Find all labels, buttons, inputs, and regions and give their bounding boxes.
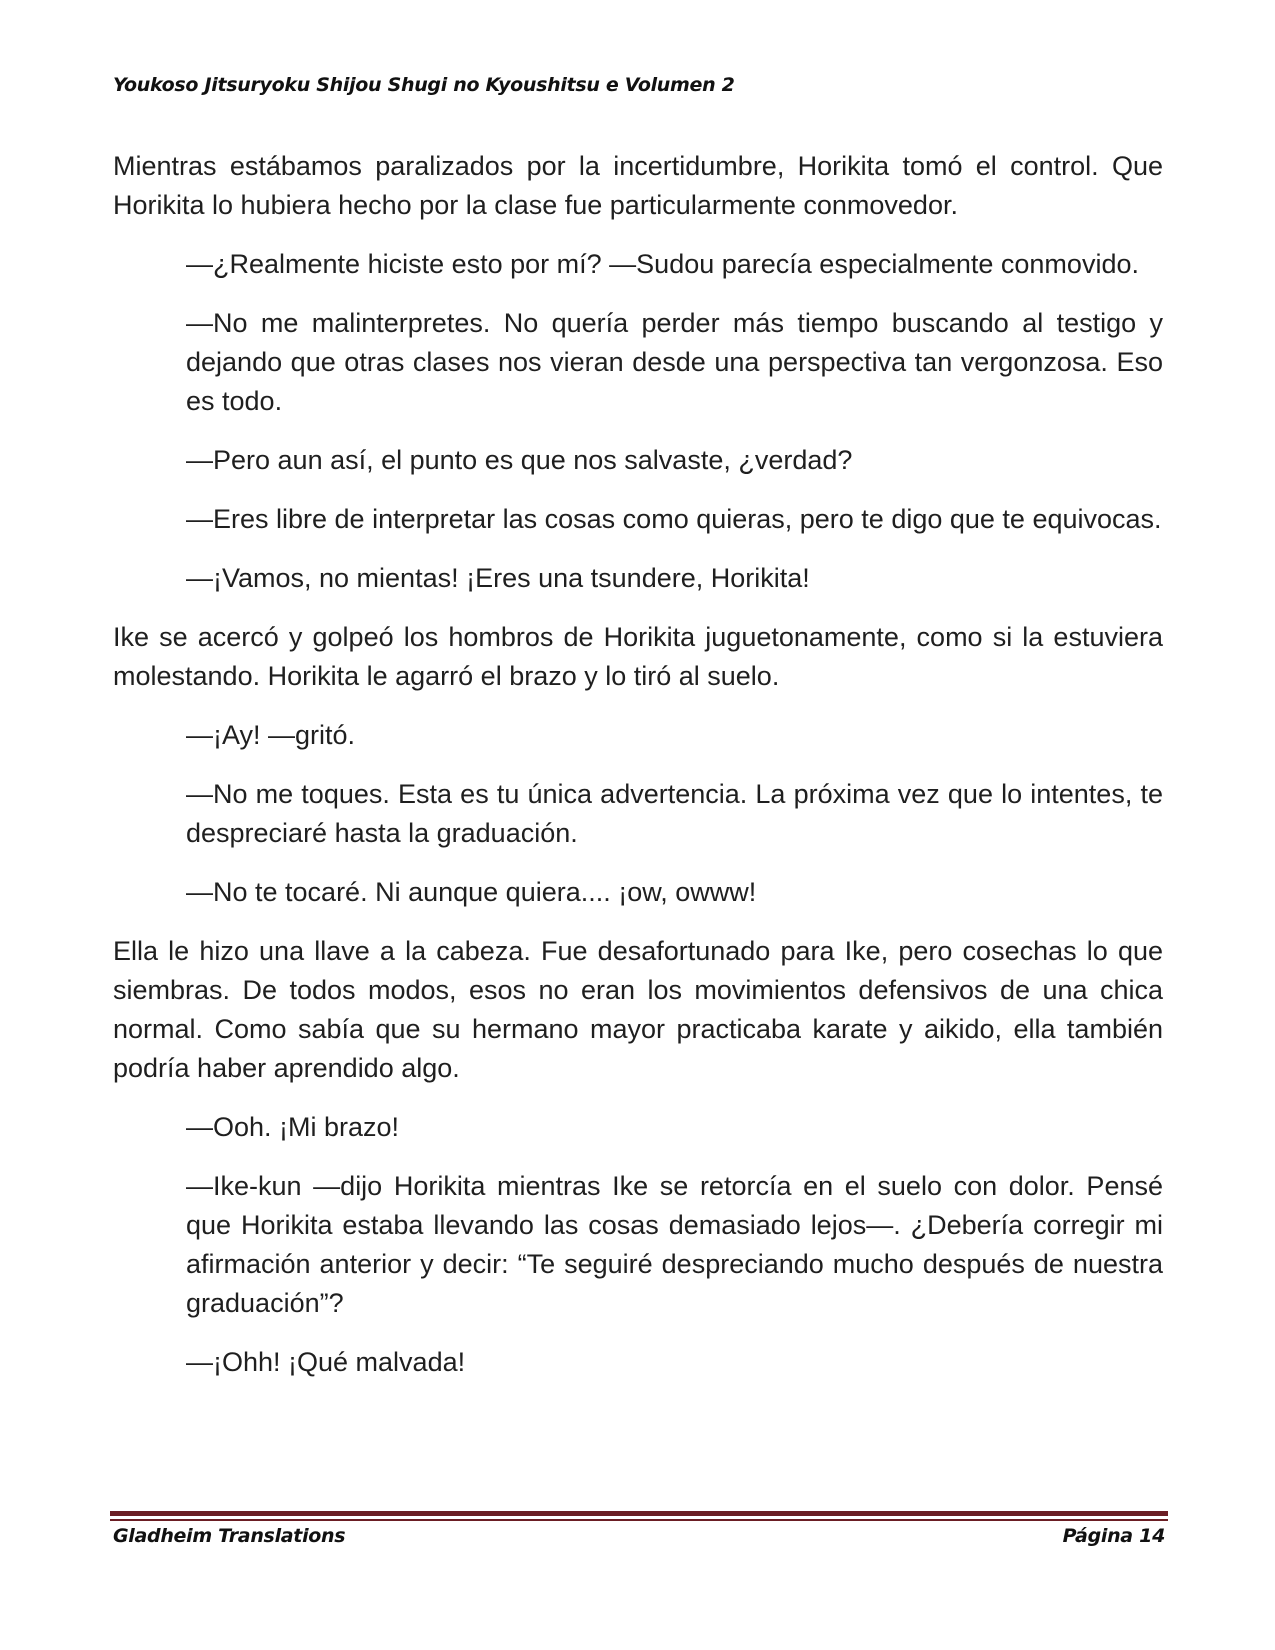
dialogue-paragraph: —No me toques. Esta es tu única advertencia. La próxima vez que lo intentes, te despreciaré hasta la graduación. [186, 779, 1163, 848]
dialogue-paragraph: —Pero aun así, el punto es que nos salvaste, ¿verdad? [186, 445, 853, 475]
narration-paragraph: Ike se acercó y golpeó los hombros de Horikita juguetonamente, como si la estuviera molestando. Horikita le agarró el brazo y lo tiró al suelo. [113, 622, 1163, 691]
footer-translator-credit: Gladheim Translations [113, 1525, 346, 1547]
dialogue-paragraph: —¿Realmente hiciste esto por mí? —Sudou parecía especialmente conmovido. [186, 249, 1139, 279]
footer-page-number: Página 14 [1062, 1525, 1165, 1547]
dialogue-paragraph: —No me malinterpretes. No quería perder más tiempo buscando al testigo y dejando que otras clases nos vieran desde una perspectiva tan vergonzosa. Eso es todo. [186, 308, 1163, 416]
footer-divider-thick [110, 1511, 1168, 1516]
dialogue-paragraph: —¡Ohh! ¡Qué malvada! [186, 1347, 466, 1377]
dialogue-paragraph: —¡Vamos, no mientas! ¡Eres una tsundere, Horikita! [186, 563, 810, 593]
page-body [113, 147, 1163, 1402]
narration-paragraph: Ella le hizo una llave a la cabeza. Fue desafortunado para Ike, pero cosechas lo que siembras. De todos modos, esos no eran los movimientos defensivos de una chica normal. Como sabía que su hermano mayor practicaba karate y aikido, ella también podría haber aprendido algo. [113, 936, 1163, 1083]
narration-paragraph: Mientras estábamos paralizados por la incertidumbre, Horikita tomó el control. Que Horikita lo hubiera hecho por la clase fue particularmente conmovedor. [113, 151, 1163, 220]
dialogue-paragraph: —No te tocaré. Ni aunque quiera.... ¡ow, owww! [186, 877, 757, 907]
dialogue-paragraph: —¡Ay! —gritó. [186, 720, 356, 750]
footer-divider-thin [110, 1519, 1168, 1521]
dialogue-paragraph: —Ooh. ¡Mi brazo! [186, 1112, 400, 1142]
page-header-title: Youkoso Jitsuryoku Shijou Shugi no Kyoushitsu e Volumen 2 [113, 74, 735, 96]
dialogue-paragraph: —Ike-kun —dijo Horikita mientras Ike se retorcía en el suelo con dolor. Pensé que Horikita estaba llevando las cosas demasiado lejos—. ¿Debería corregir mi afirmación anterior y decir: “Te seguiré despreciando mucho después de nuestra graduación”? [186, 1171, 1163, 1318]
dialogue-paragraph: —Eres libre de interpretar las cosas como quieras, pero te digo que te equivocas. [186, 504, 1162, 534]
